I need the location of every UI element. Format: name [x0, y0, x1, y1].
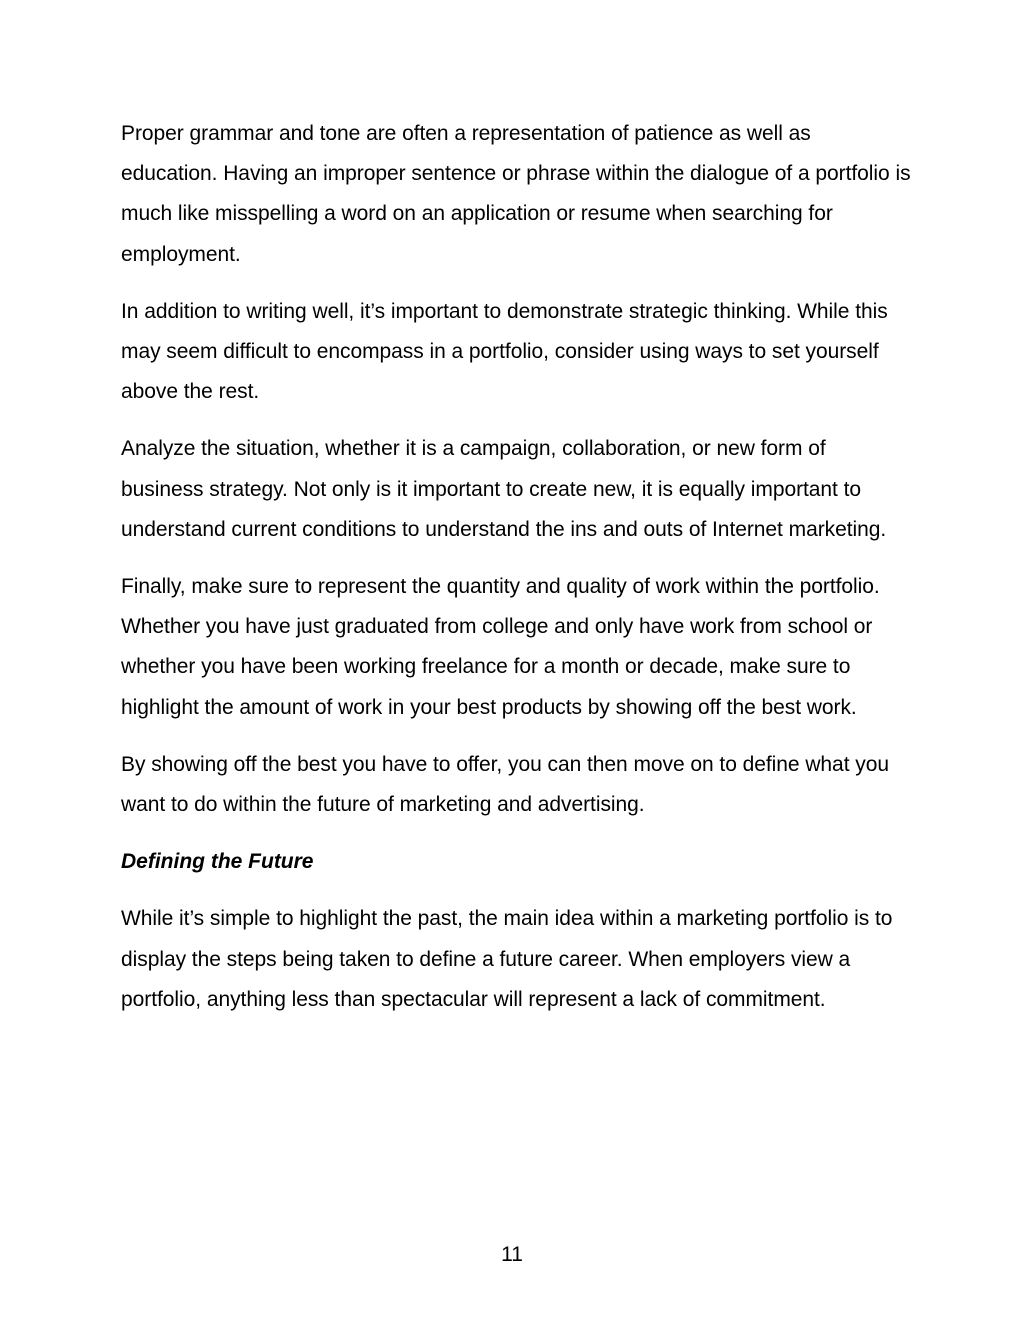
paragraph-quantity-quality: Finally, make sure to represent the quantity and quality of work within the portfolio. Whether you have just graduated from college and only have work from school or whether you have been working freelance for a month or decade, make sure to highlight the amount of work in your best products by showing off the best work. [121, 575, 880, 719]
paragraph-defining-future: While it’s simple to highlight the past, the main idea within a marketing portfolio is to display the steps being taken to define a future career. When employers view a portfolio, anything less than spectacular will represent a lack of commitment. [121, 907, 893, 1011]
paragraph-analyze-situation: Analyze the situation, whether it is a campaign, collaboration, or new form of business strategy. Not only is it important to create new, it is equally important to understand current conditions to understand the ins and outs of Internet marketing. [121, 437, 887, 541]
page-content [121, 114, 911, 1037]
section-heading: Defining the Future [121, 850, 314, 874]
page-number: 11 [501, 1243, 523, 1266]
paragraph-strategic-thinking: In addition to writing well, it’s important to demonstrate strategic thinking. While this may seem difficult to encompass in a portfolio, consider using ways to set yourself above the rest. [121, 299, 888, 404]
paragraph-grammar: Proper grammar and tone are often a representation of patience as well as education. Having an improper sentence or phrase within the dialogue of a portfolio is much like misspelling a word on an application or resume when searching for employment. [121, 122, 911, 266]
paragraph-showing-best: By showing off the best you have to offer, you can then move on to define what you want to do within the future of marketing and advertising. [121, 752, 889, 817]
